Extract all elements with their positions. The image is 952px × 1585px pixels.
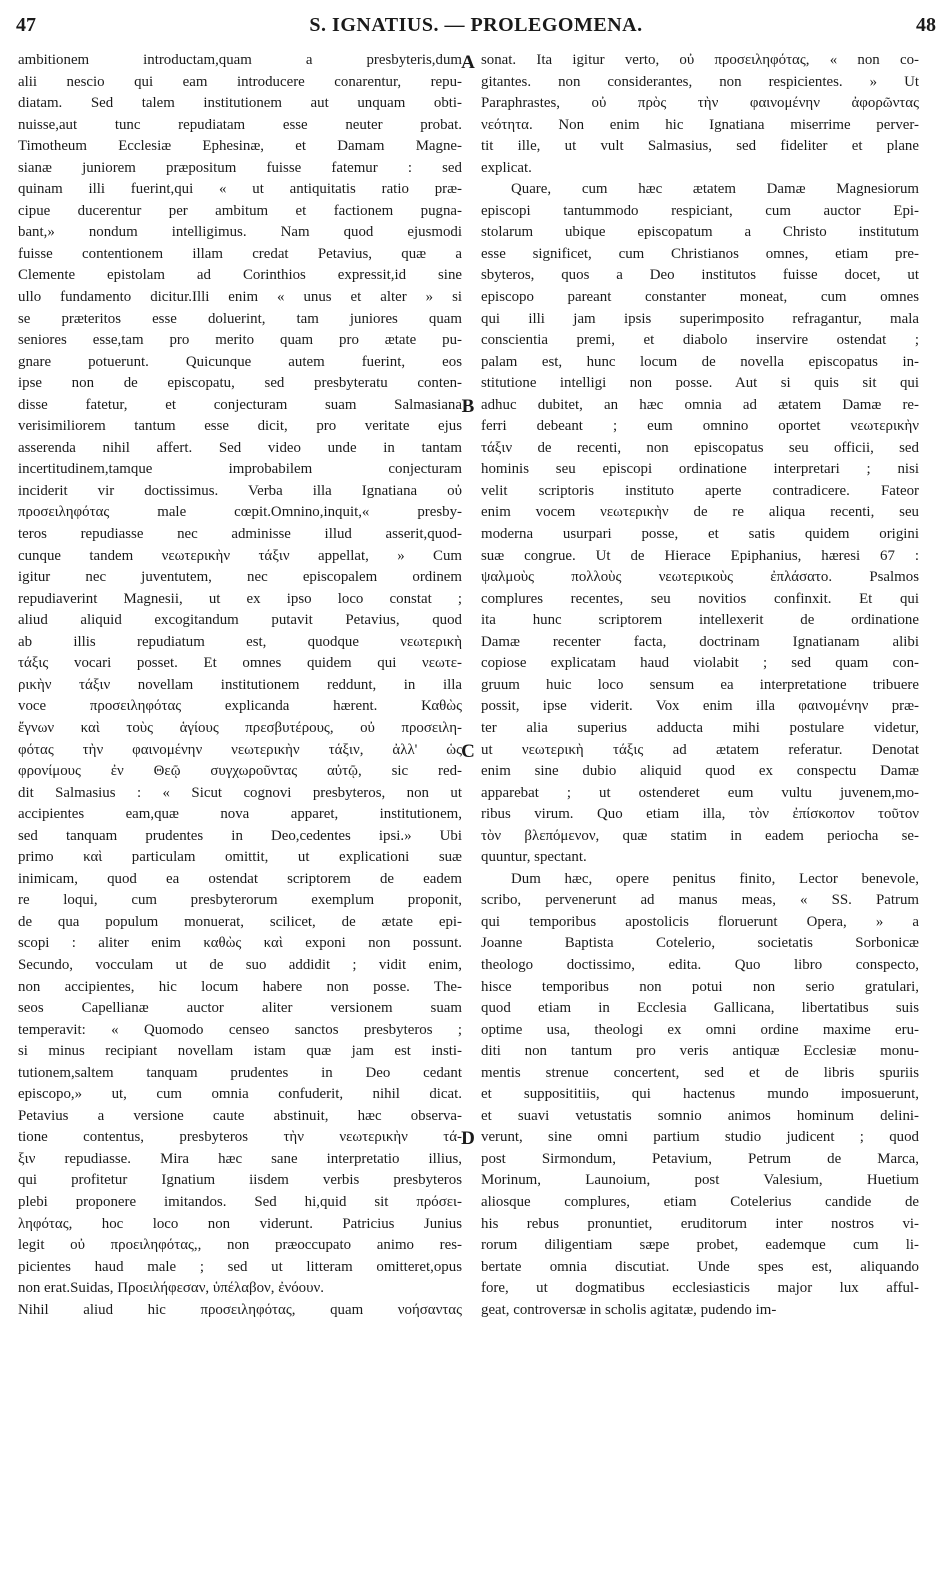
text-line: diatam. Sed talem institutionem aut unquam obti- [18,95,462,112]
text-line: gnare potuerunt. Quicunque autem fuerint, eos [18,353,462,370]
text-line: τάξιν de recenti, non episcopatus seu officii, sed [481,439,919,456]
text-line: aliosque complures, etiam Cotelerius candide de [481,1193,919,1210]
text-line: scribo, pervenerunt ad manus meas, « SS. Patrum [481,892,919,909]
text-line: si minus recipiant novellam istam quæ jam est insti- [18,1043,462,1060]
text-line: se præteritos esse doluerint, tam juniores quam [18,310,462,327]
text-line: stolarum ubique episcopatum a Christo institutum [481,224,919,241]
text-line: et suavi vetustatis somnio animos hominum delini- [481,1107,919,1124]
text-line: legit οὐ προειληφότας,, non præoccupato animo res- [18,1237,462,1254]
text-line: τὸν βλεπόμενον, quæ statim in eadem periocha se- [481,827,919,844]
text-line: tutionem,saltem tanquam prudentes in Deo cedant [18,1064,462,1081]
text-line: de qua populum monuerat, scilicet, de ætate epi- [18,913,462,930]
text-line: προσειληφότας male cœpit.Omnino,inquit,« presby- [18,504,462,521]
text-line: his rebus pronuntiet, eruditorum inter nostros vi- [481,1215,919,1232]
text-line: incertitudinem,tamque improbabilem conjecturam [18,461,462,478]
text-line: rorum diligentiam sæpe probet, eademque cum li- [481,1237,919,1254]
text-line: qui temporibus apostolicis floruerunt Opera, » a [481,913,919,930]
section-marker-c: C [461,741,475,762]
text-line: post Sirmondum, Petavium, Petrum de Marca, [481,1150,919,1167]
text-line: Joanne Baptista Cotelerio, societatis Sorbonicæ [481,935,919,952]
text-line: tit ille, ut vult Salmasius, sed fideliter et plane [481,138,919,155]
text-line: copiose explicatam haud violabit ; sed quam con- [481,655,919,672]
text-line: hisce temporibus non potui non serio gratulari, [481,978,919,995]
text-line: ribus virum. Quo etiam illa, τὸν ἐπίσκοπον τοῦτον [481,806,919,823]
text-line: plebi proponere imitandos. Sed hi,quid sit πρόσει- [18,1193,462,1210]
text-line: enim sine dubio aliquid quod ex conspectu Damæ [481,763,919,780]
text-line: ψαλμοὺς πολλοὺς νεωτερικοὺς ἐπλάσατο. Psalmos [481,569,919,586]
text-line: alii nescio qui eam introducere conarentur, repu- [18,73,462,90]
right-column [481,50,919,1321]
text-line: Damæ recenter facta, doctrinam Ignatianam alibi [481,633,919,650]
text-line: Petavius a versione caute abstinuit, hæc observa- [18,1107,462,1124]
text-line: hominis seu episcopi ordinatione interpretari ; nisi [481,461,919,478]
text-line: mentis strenue concertent, sed et de libris spuriis [481,1064,919,1081]
text-line: stitutione intelligi non posse. Aut si quis sit qui [481,375,919,392]
text-line: episcopo,» ut, cum omnia confuderit, nihil dicat. [18,1086,462,1103]
text-line: Dum hæc, opere penitus finito, Lector benevole, [511,870,919,887]
text-line: ληφότας, hoc loco non viderunt. Patricius Junius [18,1215,462,1232]
text-line: diti non tantum pro veris antiquæ Ecclesiæ monu- [481,1043,919,1060]
text-line: apparebat ; ut ostenderet eum vultu juvenem,mo- [481,784,919,801]
text-line: qui illi jam ipsis superimposito refragantur, mala [481,310,919,327]
text-line: tione contentus, presbyteros τὴν νεωτερικὴν τά- [18,1129,462,1146]
section-marker-d: D [461,1128,475,1149]
section-marker-b: B [461,396,475,417]
text-line: conscientia premi, et diabolo inservire ostendat ; [481,332,919,349]
text-line: possit, ipse viderit. Vox enim illa φαινομένην præ- [481,698,919,715]
text-line: sed tanquam prudentes in Deo,cedentes ipsi.» Ubi [18,827,462,844]
text-line: ipse non de episcopatu, sed presbyteratu conten- [18,375,462,392]
page-number-left: 47 [16,14,36,36]
text-line: qui profitetur Ignatium iisdem verbis presbyteros [18,1172,462,1189]
text-line: teros repudiasse nec adminisse illud asserit,quod- [18,526,462,543]
text-line: verisimiliorem tantum esse dicit, pro veritate ejus [18,418,462,435]
running-header [16,14,936,44]
text-line: bant,» nondum intelligimus. Nam quod ejusmodi [18,224,462,241]
running-title: S. IGNATIUS. — PROLEGOMENA. [309,14,643,36]
text-line: fore, ut dogmatibus ecclesiasticis major lux afful- [481,1280,919,1297]
text-line: scopi : aliter enim καθὼς καὶ exponi non possunt. [18,935,462,952]
text-line: Secundo, vocculam ut de suo addidit ; vidit enim, [18,956,462,973]
text-line: verunt, sine omni partium studio judicent ; quod [481,1129,919,1146]
text-line: moderna usurpari posse, et satis quidem origini [481,526,919,543]
text-line: inciderit vir doctissimus. Verba illa Ignatiana οὐ [18,482,462,499]
text-line: cipue ducerentur per ambitum et factionem pugna- [18,202,462,219]
text-line: φρονίμους ἐν Θεῷ συγχωροῦντας αὐτῷ, sic red- [18,763,462,780]
text-line: accipientes eam,quæ nova apparet, institutionem, [18,806,462,823]
text-line: nuisse,aut tunc repudiatam esse neuter probat. [18,116,462,133]
text-line: gruum huic loco sensum ea interpretatione tribuere [481,676,919,693]
text-line: ter alia superius adducta mihi postulare videtur, [481,719,919,736]
text-line: non erat.Suidas, Προειλήφεσαν, ὑπέλαβον, ἐνόουν. [18,1280,324,1297]
text-line: Morinum, Launoium, post Valesium, Huetium [481,1172,919,1189]
text-line: igitur nec juventutem, nec episcopalem ordinem [18,569,462,586]
text-line: re loqui, cum presbyterorum exemplum proponit, [18,892,462,909]
page-number-right: 48 [916,14,936,36]
text-line: primo καὶ particulam omittit, ut explicationi suæ [18,849,462,866]
text-line: Paraphrastes, οὐ πρὸς τὴν φαινομένην ἀφορῶντας [481,95,919,112]
text-line: ρικὴν τάξιν novellam institutionem reddunt, in illa [18,676,462,693]
text-line: Clemente epistolam ad Corinthios expressit,id sine [18,267,462,284]
text-line: τάξις vocari posset. Et omnes quidem qui νεωτε- [18,655,462,672]
text-line: asserenda nihil affert. Sed video unde in tantam [18,439,462,456]
text-line: enim vocem νεωτερικὴν de re aliqua recenti, seu [481,504,919,521]
left-column [18,50,462,1321]
text-line: episcopi tantummodo respiciant, cum auctor Epi- [481,202,919,219]
text-line: aliud aliquid excogitandum putavit Petavius, quod [18,612,462,629]
text-line: geat, controversæ in scholis agitatæ, pudendo im- [481,1301,777,1318]
text-line: φότας τὴν φαινομένην νεωτερικὴν τάξιν, ἀλλ' ὡς [18,741,462,758]
text-line: theologo doctissimo, edita. Quo libro conspecto, [481,956,919,973]
text-line: Timotheum Ecclesiæ Ephesinæ, et Damam Magne- [18,138,462,155]
text-line: ullo fundamento dicitur.Illi enim « unus et alter » si [18,289,462,306]
text-line: quod etiam in Ecclesia Gallicana, libertatibus suis [481,1000,919,1017]
text-line: repudiaverint Magnesii, ut ex ipso loco constat ; [18,590,462,607]
text-line: ita hunc scriptorem intellexerit de ordinatione [481,612,919,629]
text-line: ξιν repudiasse. Mira hæc sane interpretatio illius, [18,1150,462,1167]
text-line: seniores esse,tam pro merito quam pro ætate pu- [18,332,462,349]
text-line: temperavit: « Quomodo censeo sanctos presbyteros ; [18,1021,462,1038]
section-marker-a: A [461,52,475,73]
text-line: esse significet, cum Christianos omnes, etiam pre- [481,245,919,262]
text-line: velit scriptoris instituto aperte contradicere. Fateor [481,482,919,499]
text-line: quuntur, spectant. [481,849,587,866]
text-line: bertate omnia discutiat. Unde spes est, aliquando [481,1258,919,1275]
text-line: gitantes. non considerantes, non respicientes. » Ut [481,73,919,90]
text-line: fuisse contentionem illam credat Petavius, quæ a [18,245,462,262]
text-line: ab illis repudiatum est, quodque νεωτερικὴ [18,633,462,650]
text-line: picientes haud male ; sed ut litteram omitteret,opus [18,1258,462,1275]
text-line: et supposititiis, qui hactenus mundo imposuerunt, [481,1086,919,1103]
text-line: ferri debeant ; eum omnino oportet νεωτερικὴν [481,418,919,435]
text-line: dit Salmasius : « Sicut cognovi presbyteros, non ut [18,784,462,801]
text-line: seos Capellianæ auctor aliter versionem suam [18,1000,462,1017]
text-line: complures recentes, seu novitios confinxit. Et qui [481,590,919,607]
text-line: ἔγνων καὶ τοὺς ἁγίους πρεσβυτέρους, οὐ προσειλη- [18,719,462,736]
text-line: suæ congrue. Ut de Hierace Epiphanius, hæresi 67 : [481,547,919,564]
text-line: ut νεωτερικὴ τάξις ad ætatem referatur. Denotat [481,741,919,758]
text-line: disse fatetur, et conjecturam suam Salmasiana [18,396,462,413]
text-line: explicat. [481,159,532,176]
text-line: adhuc dubitet, an hæc omnia ad ætatem Damæ re- [481,396,919,413]
text-line: νεότητα. Non enim hic Ignatiana miserrime perver- [481,116,919,133]
text-line: optime usa, theologi ex omni ordine maxime eru- [481,1021,919,1038]
text-line: sonat. Ita igitur verto, οὐ προσειληφότας, « non co- [481,52,919,68]
text-line: episcopo pareant constanter moneat, cum omnes [481,289,919,306]
text-line: palam est, hunc locum de novella episcopatus in- [481,353,919,370]
text-line: non accipientes, hic locum habere non posse. The- [18,978,462,995]
text-line: quinam illi fuerint,qui « ut antiquitatis ratio præ- [18,181,462,198]
text-line: Nihil aliud hic προσειληφότας, quam νοήσαντας [18,1301,462,1318]
text-line: sianæ juniorem præpositum fuisse fatemur : sed [18,159,462,176]
text-line: sbyteros, quos a Deo institutos fuisse docet, ut [481,267,919,284]
text-line: Quare, cum hæc ætatem Damæ Magnesiorum [511,181,919,198]
text-line: ambitionem introductam,quam a presbyteris,dum [18,52,462,68]
text-line: inimicam, quod ea ostendat scriptorem de eadem [18,870,462,887]
text-line: voce προσειληφότας explicanda hærent. Καθὼς [18,698,462,715]
text-line: cunque tandem νεωτερικὴν τάξιν appellat, » Cum [18,547,462,564]
